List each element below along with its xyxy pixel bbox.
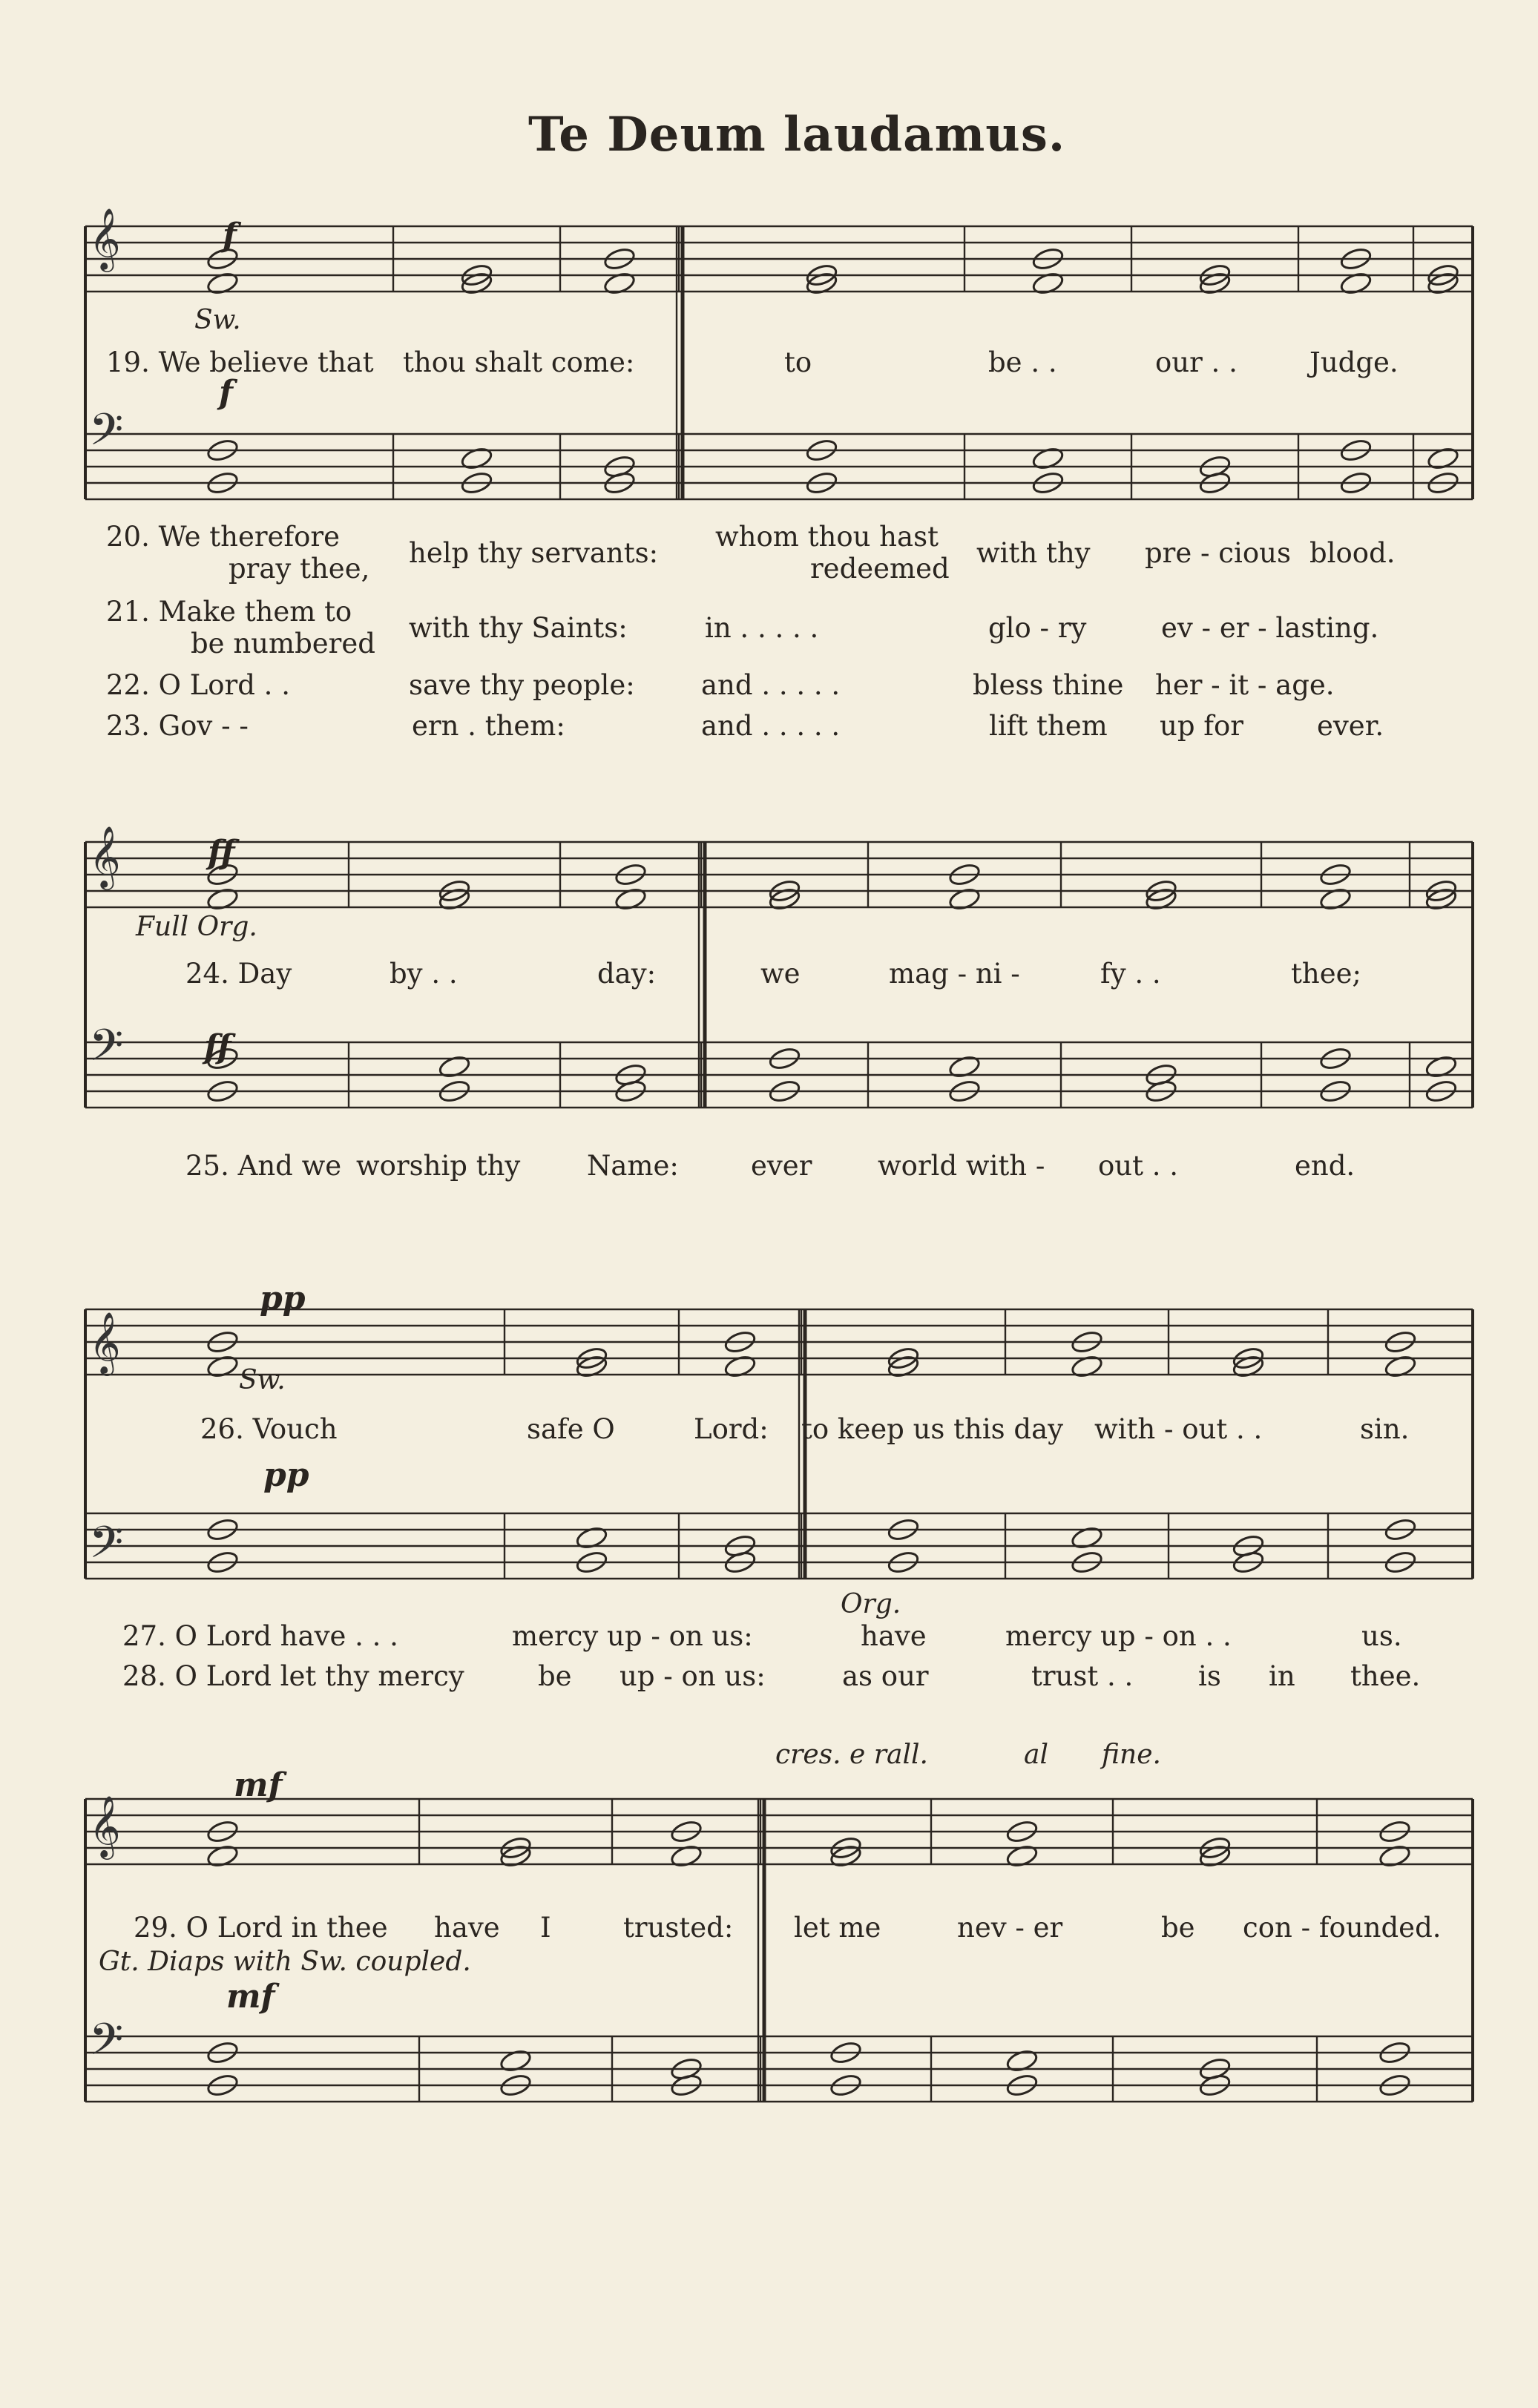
verse-29-7: be: [1161, 1912, 1195, 1944]
verse-29-6: nev - er: [957, 1912, 1063, 1944]
verse-25-4: ever: [751, 1150, 812, 1182]
verse-28-4: as our: [842, 1660, 929, 1692]
verse-23-e: up for: [1160, 710, 1243, 742]
treble-clef-1: 𝄞: [89, 207, 121, 269]
verse-22-e: her - it - age.: [1155, 669, 1335, 701]
verse-21-b: be numbered: [191, 628, 375, 659]
verse-28-3: up - on us:: [620, 1660, 766, 1692]
verse-20-d: whom thou hast: [715, 521, 939, 553]
bass-clef-3: 𝄢: [89, 1516, 124, 1579]
verse-26-1: 26. Vouch: [200, 1413, 338, 1445]
verse-29-5: let me: [794, 1912, 881, 1944]
verse-27-4: mercy up - on . .: [1005, 1620, 1232, 1652]
verse-19-4: be . .: [988, 346, 1057, 378]
cresc-2: al: [1024, 1740, 1048, 1770]
verse-22-b: save thy people:: [409, 669, 635, 701]
verse-22-a: 22. O Lord . .: [106, 669, 290, 701]
page-title: Te Deum laudamus.: [528, 107, 1066, 162]
dynamic-treble-1: f: [223, 217, 237, 254]
bass-clef-1: 𝄢: [89, 404, 124, 466]
verse-25-7: end.: [1295, 1150, 1355, 1182]
verse-29-4: trusted:: [623, 1912, 734, 1944]
bass-clef-2: 𝄢: [89, 1019, 124, 1082]
verse-20-f: with thy: [976, 537, 1091, 569]
verse-21-e: glo - ry: [988, 612, 1087, 644]
dynamic-bass-2: ff: [204, 1028, 231, 1066]
verse-29-3: I: [540, 1912, 551, 1944]
verse-24-6: fy . .: [1100, 958, 1161, 990]
verse-21-a: 21. Make them to: [106, 596, 352, 628]
verse-28-2: be: [538, 1660, 572, 1692]
verse-27-1: 27. O Lord have . . .: [122, 1620, 398, 1652]
treble-clef-4: 𝄞: [89, 1795, 121, 1857]
verse-23-a: 23. Gov - -: [106, 710, 249, 742]
verse-28-5: trust . .: [1031, 1660, 1134, 1692]
verse-25-5: world with -: [878, 1150, 1045, 1182]
dynamic-treble-4: mf: [234, 1766, 283, 1804]
verse-27-2: mercy up - on us:: [512, 1620, 753, 1652]
verse-29-1: 29. O Lord in thee: [134, 1912, 388, 1944]
verse-26-5: with - out . .: [1094, 1413, 1263, 1445]
verse-24-7: thee;: [1291, 958, 1361, 990]
verse-27-5: us.: [1361, 1620, 1402, 1652]
dynamic-bass-4: mf: [226, 1978, 275, 2016]
verse-25-2: worship thy: [356, 1150, 521, 1182]
verse-27-3: have: [861, 1620, 927, 1652]
verse-25-1: 25. And we: [185, 1150, 342, 1182]
verse-19-2: thou shalt come:: [403, 346, 635, 378]
direction-3: Sw.: [239, 1365, 286, 1395]
verse-23-d: lift them: [989, 710, 1108, 742]
verse-28-6: is: [1198, 1660, 1221, 1692]
dynamic-bass-1: f: [219, 374, 233, 412]
verse-20-e: redeemed: [810, 553, 950, 585]
verse-20-h: blood.: [1309, 537, 1396, 569]
direction-2: Full Org.: [136, 912, 257, 942]
cresc-3: fine.: [1102, 1740, 1161, 1770]
cresc-1: cres. e rall.: [775, 1740, 928, 1770]
bass-clef-4: 𝄢: [89, 2013, 124, 2076]
verse-19-1: 19. We believe that: [106, 346, 374, 378]
verse-22-c: and . . . . .: [701, 669, 841, 701]
verse-23-b: ern . them:: [412, 710, 565, 742]
verse-19-3: to: [784, 346, 812, 378]
verse-28-1: 28. O Lord let thy mercy: [122, 1660, 464, 1692]
verse-20-g: pre - cious: [1145, 537, 1291, 569]
verse-21-c: with thy Saints:: [409, 612, 628, 644]
verse-26-4: to keep us this day: [801, 1413, 1064, 1445]
verse-29-2: have: [434, 1912, 500, 1944]
verse-21-d: in . . . . .: [705, 612, 819, 644]
verse-29-8: con - founded.: [1243, 1912, 1442, 1944]
direction-4: Gt. Diaps with Sw. coupled.: [99, 1947, 471, 1977]
verse-23-f: ever.: [1317, 710, 1384, 742]
treble-clef-2: 𝄞: [89, 825, 121, 887]
verse-22-d: bless thine: [973, 669, 1124, 701]
verse-26-3: Lord:: [694, 1413, 769, 1445]
dynamic-bass-3: pp: [263, 1456, 309, 1494]
verse-21-f: ev - er - lasting.: [1161, 612, 1379, 644]
verse-25-6: out . .: [1098, 1150, 1179, 1182]
verse-19-5: our . .: [1155, 346, 1238, 378]
verse-28-8: thee.: [1350, 1660, 1421, 1692]
verse-20-b: pray thee,: [229, 553, 370, 585]
verse-25-3: Name:: [587, 1150, 679, 1182]
verse-19-6: Judge.: [1309, 346, 1399, 378]
verse-24-3: day:: [597, 958, 657, 990]
dynamic-treble-3: pp: [260, 1280, 306, 1318]
verse-26-2: safe O: [527, 1413, 615, 1445]
direction-1: Sw.: [194, 305, 241, 335]
verse-28-7: in: [1269, 1660, 1295, 1692]
verse-24-1: 24. Day: [185, 958, 292, 990]
verse-24-2: by . .: [390, 958, 458, 990]
dynamic-treble-2: ff: [208, 834, 235, 872]
verse-26-6: sin.: [1360, 1413, 1410, 1445]
verse-20-c: help thy servants:: [409, 537, 659, 569]
treble-clef-3: 𝄞: [89, 1311, 121, 1373]
verse-23-c: and . . . . .: [701, 710, 841, 742]
org-direction: Org.: [841, 1589, 901, 1619]
verse-20-a: 20. We therefore: [106, 521, 341, 553]
verse-24-4: we: [760, 958, 801, 990]
verse-24-5: mag - ni -: [889, 958, 1020, 990]
